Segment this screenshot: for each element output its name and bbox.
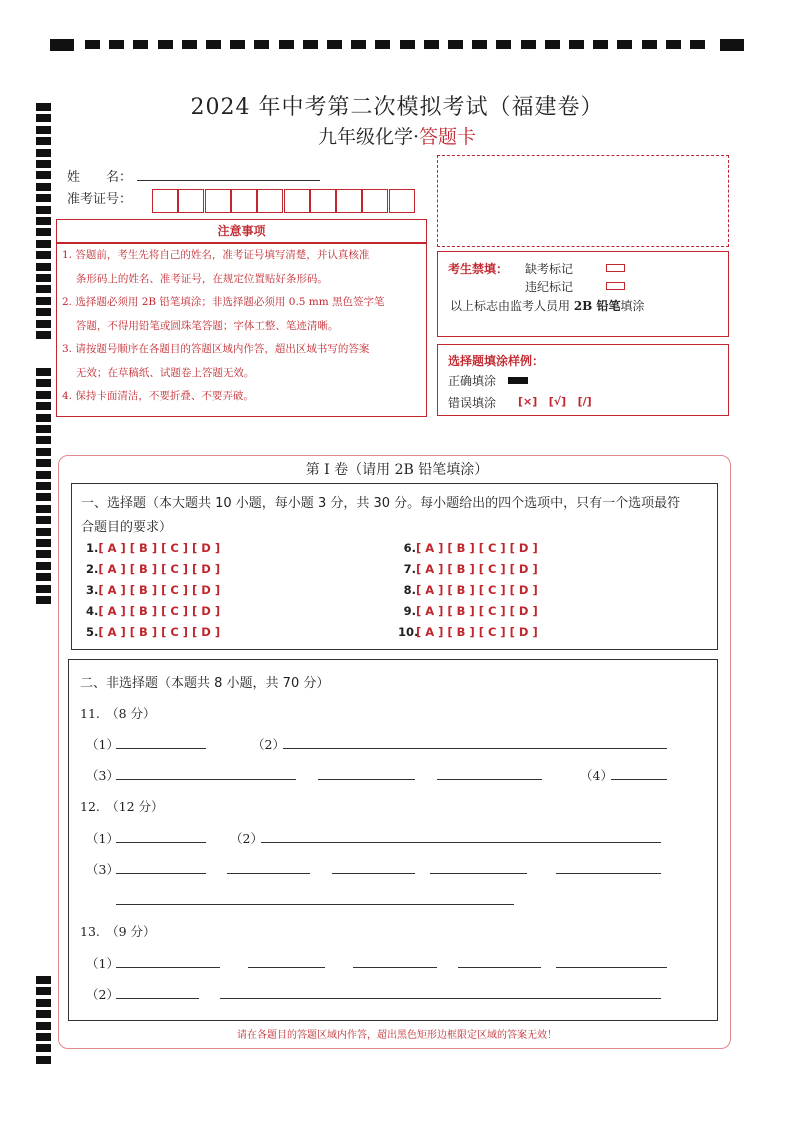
- question-number: 5.: [86, 625, 99, 639]
- timing-mark-top: [375, 40, 390, 49]
- q13-part2-label: （2）: [86, 987, 119, 1002]
- timing-mark-left: [36, 987, 51, 995]
- exam-id-digit-box[interactable]: [310, 189, 336, 213]
- notice-item: 条形码上的姓名、准考证号，在规定位置贴好条形码。: [62, 272, 328, 285]
- timing-mark-left: [36, 999, 51, 1007]
- exam-id-digit-box[interactable]: [336, 189, 362, 213]
- timing-mark-top: [279, 40, 294, 49]
- q12-part3-blank[interactable]: [430, 873, 527, 874]
- exam-id-digit-box[interactable]: [152, 189, 178, 213]
- q11-part1-label: （1）: [86, 737, 119, 752]
- timing-mark-left: [36, 171, 51, 179]
- timing-mark-top: [254, 40, 269, 49]
- timing-mark-top: [327, 40, 342, 49]
- choice-question-row[interactable]: [398, 604, 538, 618]
- timing-mark-left: [36, 1010, 51, 1018]
- wrong-fill-label: 错误填涂: [448, 396, 497, 410]
- timing-mark-top: [109, 40, 124, 49]
- q12-part2-blank[interactable]: [261, 842, 661, 843]
- timing-mark-left: [36, 562, 51, 570]
- answer-bubbles[interactable]: [ A ] [ B ] [ C ] [ D ]: [98, 604, 221, 618]
- timing-mark-left: [36, 285, 51, 293]
- exam-title: 2024 年中考第二次模拟考试（福建卷）: [190, 95, 604, 120]
- correct-fill-sample: [508, 377, 528, 384]
- timing-mark-left: [36, 160, 51, 168]
- question-number: 1.: [86, 541, 99, 555]
- choice-question-row[interactable]: [86, 583, 220, 597]
- q11-part3-blank[interactable]: [116, 779, 296, 780]
- timing-mark-top: [303, 40, 318, 49]
- q13-label: 13. （9 分）: [80, 924, 156, 939]
- timing-mark-left: [36, 482, 51, 490]
- notice-item: 4. 保持卡面清洁，不要折叠、不要弄破。: [62, 390, 254, 402]
- notice-item: 无效；在草稿纸、试题卷上答题无效。: [62, 366, 255, 379]
- choice-question-row[interactable]: [86, 562, 220, 576]
- answer-bubbles[interactable]: [ A ] [ B ] [ C ] [ D ]: [416, 583, 538, 597]
- q11-part3-label: （3）: [86, 768, 119, 783]
- exam-id-digit-box[interactable]: [284, 189, 310, 213]
- answer-bubbles[interactable]: [ A ] [ B ] [ C ] [ D ]: [98, 541, 221, 555]
- timing-mark-left: [36, 240, 51, 248]
- q13-part1-blank[interactable]: [116, 967, 220, 968]
- q13-part1-blank[interactable]: [458, 967, 541, 968]
- choice-section-title: 一、选择题（本大题共 10 小题，每小题 3 分，共 30 分。每小题给出的四个选项中，只有一个选项最符: [81, 496, 681, 511]
- timing-mark-left: [36, 585, 51, 593]
- notice-item: 2. 选择题必须用 2B 铅笔填涂；非选择题必须用 0.5 mm 黑色签字笔: [62, 296, 385, 308]
- q11-part2-blank[interactable]: [283, 748, 667, 749]
- notice-item: 1. 答题前，考生先将自己的姓名，准考证号填写清楚，并认真核准: [62, 249, 370, 261]
- timing-mark-left: [36, 976, 51, 984]
- q11-part4-label: （4）: [580, 768, 613, 783]
- q11-label: 11. （8 分）: [80, 706, 156, 721]
- timing-mark-top: [720, 39, 744, 51]
- name-field[interactable]: [137, 180, 320, 181]
- timing-mark-top: [85, 40, 100, 49]
- timing-mark-top: [133, 40, 148, 49]
- q13-part1-label: （1）: [86, 956, 119, 971]
- q12-part1-label: （1）: [86, 831, 119, 846]
- question-number: 10.: [398, 625, 419, 639]
- barcode-area: [437, 155, 729, 247]
- q12-part3-label: （3）: [86, 862, 119, 877]
- timing-mark-top: [521, 40, 536, 49]
- absent-mark-box[interactable]: [606, 264, 625, 272]
- examiner-only-label: 考生禁填：: [448, 262, 509, 276]
- answer-bubbles[interactable]: [ A ] [ B ] [ C ] [ D ]: [416, 541, 538, 555]
- footer-warning: 请在各题目的答题区域内作答，超出黑色矩形边框限定区域的答案无效！: [237, 1030, 557, 1041]
- timing-mark-left: [36, 263, 51, 271]
- timing-mark-left: [36, 573, 51, 581]
- timing-mark-left: [36, 402, 51, 410]
- question-number: 7.: [403, 562, 416, 576]
- timing-mark-top: [593, 40, 608, 49]
- answer-bubbles[interactable]: [ A ] [ B ] [ C ] [ D ]: [98, 625, 221, 639]
- timing-mark-top: [690, 40, 705, 49]
- choice-question-row[interactable]: [86, 625, 220, 639]
- choice-question-row[interactable]: [398, 541, 538, 555]
- q11-part3-blank[interactable]: [318, 779, 415, 780]
- violation-mark-box[interactable]: [606, 282, 625, 290]
- timing-mark-left: [36, 379, 51, 387]
- timing-mark-left: [36, 194, 51, 202]
- timing-mark-left: [36, 217, 51, 225]
- answer-bubbles[interactable]: [ A ] [ B ] [ C ] [ D ]: [98, 562, 221, 576]
- absent-mark-label: 缺考标记: [525, 262, 574, 276]
- notice-item: 3. 请按题号顺序在各题目的答题区域内作答，超出区域书写的答案: [62, 343, 370, 355]
- timing-mark-top: [158, 40, 173, 49]
- question-number: 4.: [86, 604, 99, 618]
- timing-mark-top: [617, 40, 632, 49]
- timing-mark-left: [36, 274, 51, 282]
- q13-part1-blank[interactable]: [556, 967, 667, 968]
- exam-id-label: 准考证号：: [67, 192, 133, 207]
- fill-sample-title: 选择题填涂样例：: [448, 354, 545, 368]
- timing-mark-left: [36, 448, 51, 456]
- wrong-fill-samples: [×] [√] [/]: [518, 395, 592, 408]
- part1-title: 第 I 卷（请用 2B 铅笔填涂）: [305, 462, 489, 478]
- timing-mark-top: [496, 40, 511, 49]
- violation-mark-label: 违纪标记: [525, 280, 574, 294]
- timing-mark-left: [36, 297, 51, 305]
- timing-mark-left: [36, 596, 51, 604]
- timing-mark-left: [36, 425, 51, 433]
- timing-mark-left: [36, 149, 51, 157]
- timing-mark-top: [206, 40, 221, 49]
- answer-bubbles[interactable]: [ A ] [ B ] [ C ] [ D ]: [98, 583, 221, 597]
- timing-mark-top: [400, 40, 415, 49]
- timing-mark-left: [36, 391, 51, 399]
- q11-part2-label: （2）: [252, 737, 285, 752]
- timing-mark-left: [36, 228, 51, 236]
- choice-section-title-cont: 合题目的要求）: [81, 520, 173, 535]
- question-number: 3.: [86, 583, 99, 597]
- timing-mark-top: [351, 40, 366, 49]
- exam-id-digit-box[interactable]: [257, 189, 283, 213]
- timing-mark-top: [545, 40, 560, 49]
- free-response-title: 二、非选择题（本题共 8 小题，共 70 分）: [80, 676, 330, 691]
- q12-part1-blank[interactable]: [116, 842, 206, 843]
- q12-part3-blank[interactable]: [556, 873, 661, 874]
- q12-part3-blank[interactable]: [332, 873, 415, 874]
- exam-id-digit-box[interactable]: [389, 189, 415, 213]
- q13-part1-blank[interactable]: [353, 967, 437, 968]
- answer-bubbles[interactable]: [ A ] [ B ] [ C ] [ D ]: [416, 562, 538, 576]
- exam-id-digit-box[interactable]: [205, 189, 231, 213]
- choice-question-row[interactable]: [398, 625, 538, 639]
- answer-bubbles[interactable]: [ A ] [ B ] [ C ] [ D ]: [416, 625, 538, 639]
- timing-mark-left: [36, 251, 51, 259]
- q13-part2-blank[interactable]: [116, 998, 199, 999]
- exam-subtitle: 九年级化学·答题卡: [317, 126, 477, 148]
- name-label: 姓 名：: [67, 170, 133, 185]
- timing-mark-left: [36, 505, 51, 513]
- timing-mark-left: [36, 368, 51, 376]
- examiner-note: 以上标志由监考人员用 2B 铅笔填涂: [450, 299, 645, 313]
- question-number: 8.: [403, 583, 416, 597]
- q11-part4-blank[interactable]: [611, 779, 667, 780]
- q12-part3-blank[interactable]: [116, 873, 206, 874]
- answer-bubbles[interactable]: [ A ] [ B ] [ C ] [ D ]: [416, 604, 538, 618]
- timing-mark-left: [36, 206, 51, 214]
- q12-part3-blank-cont[interactable]: [116, 904, 514, 905]
- q11-part3-blank[interactable]: [437, 779, 542, 780]
- timing-mark-top: [230, 40, 245, 49]
- notice-item: 答题，不得用铅笔或圆珠笔答题；字体工整、笔迹清晰。: [62, 319, 339, 332]
- timing-mark-left: [36, 1056, 51, 1064]
- exam-id-digit-box[interactable]: [362, 189, 388, 213]
- timing-mark-left: [36, 308, 51, 316]
- timing-mark-left: [36, 493, 51, 501]
- q12-label: 12. （12 分）: [80, 799, 164, 814]
- timing-mark-left: [36, 414, 51, 422]
- question-number: 9.: [403, 604, 416, 618]
- choice-question-row[interactable]: [86, 541, 220, 555]
- correct-fill-label: 正确填涂: [448, 374, 497, 388]
- timing-mark-top: [424, 40, 439, 49]
- question-number: 2.: [86, 562, 99, 576]
- choice-question-row[interactable]: [86, 604, 220, 618]
- exam-id-digit-box[interactable]: [178, 189, 204, 213]
- notice-heading: 注意事项: [56, 219, 427, 243]
- timing-mark-top: [448, 40, 463, 49]
- timing-mark-left: [36, 539, 51, 547]
- timing-mark-left: [36, 331, 51, 339]
- timing-mark-left: [36, 516, 51, 524]
- choice-question-row[interactable]: [398, 583, 538, 597]
- timing-mark-top: [50, 39, 74, 51]
- exam-id-digit-box[interactable]: [231, 189, 257, 213]
- question-number: 6.: [403, 541, 416, 555]
- timing-mark-left: [36, 550, 51, 558]
- q13-part2-blank[interactable]: [220, 998, 661, 999]
- timing-mark-left: [36, 320, 51, 328]
- timing-mark-top: [472, 40, 487, 49]
- q12-part3-blank[interactable]: [227, 873, 310, 874]
- timing-mark-left: [36, 183, 51, 191]
- timing-mark-top: [666, 40, 681, 49]
- q12-part2-label: （2）: [230, 831, 263, 846]
- choice-question-row[interactable]: [398, 562, 538, 576]
- timing-mark-left: [36, 436, 51, 444]
- timing-mark-top: [642, 40, 657, 49]
- q13-part1-blank[interactable]: [248, 967, 325, 968]
- q11-part1-blank[interactable]: [116, 748, 206, 749]
- timing-mark-left: [36, 1044, 51, 1052]
- timing-mark-top: [182, 40, 197, 49]
- timing-mark-top: [569, 40, 584, 49]
- timing-mark-left: [36, 528, 51, 536]
